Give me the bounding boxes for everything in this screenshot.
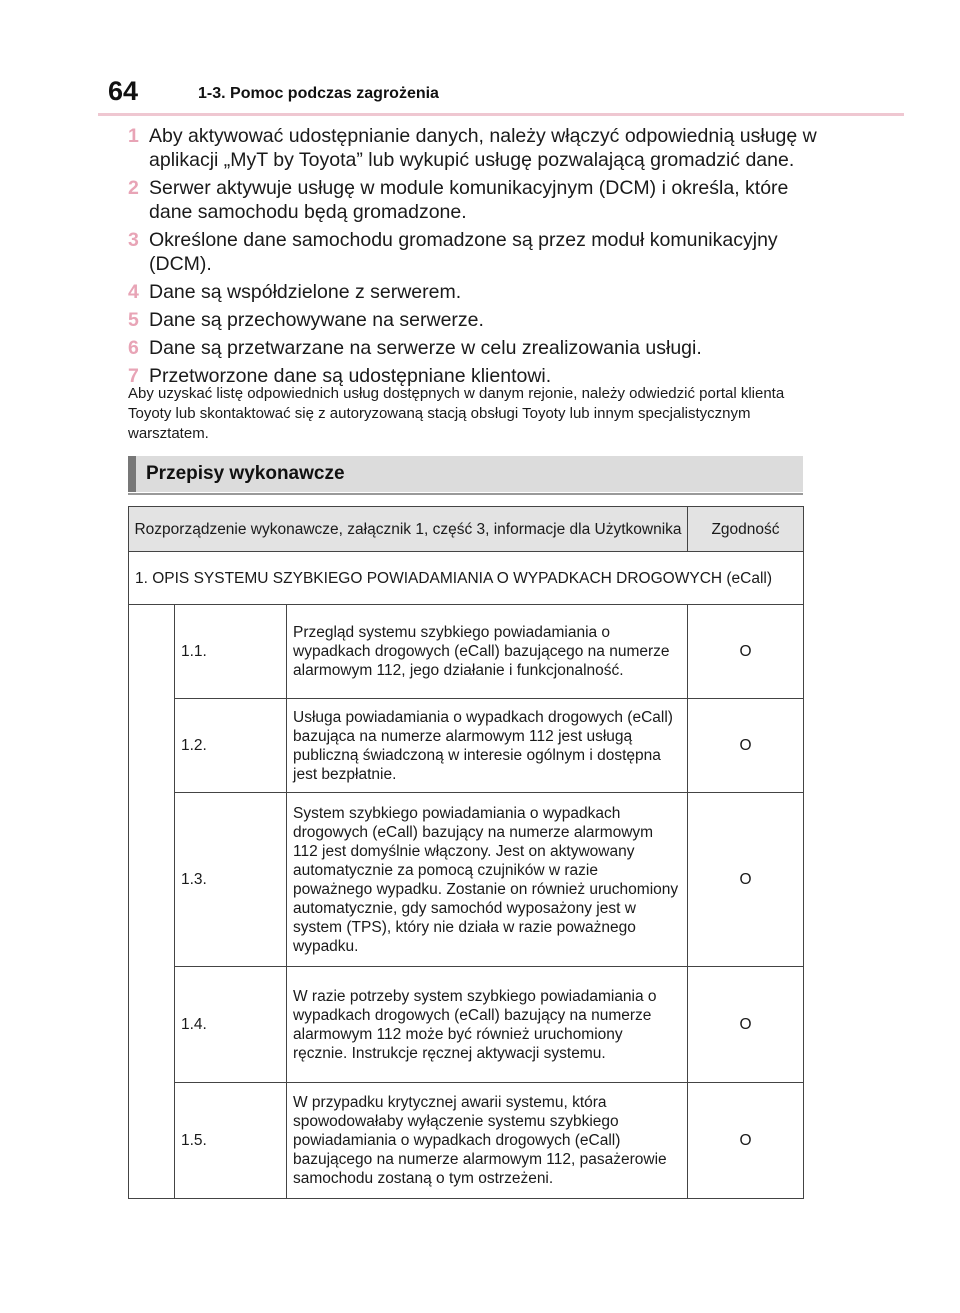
step-item (128, 280, 818, 304)
item-compliance: O (688, 699, 804, 793)
step-text: Dane są przechowywane na serwerze. (149, 309, 484, 331)
table-row (129, 793, 804, 967)
item-compliance: O (688, 793, 804, 967)
subsection-heading (128, 456, 803, 492)
item-number: 1.1. (175, 605, 287, 699)
section-title: 1-3. Pomoc podczas zagrożenia (198, 85, 439, 102)
step-number: 3 (128, 229, 139, 251)
item-compliance: O (688, 605, 804, 699)
item-number: 1.5. (175, 1083, 287, 1199)
table-header-row (129, 507, 804, 552)
step-number: 1 (128, 125, 139, 147)
note-paragraph: Aby uzyskać listę odpowiednich usług dostępnych w danym rejonie, należy odwiedzić portal klienta Toyoty lub skontaktować się z autoryzowaną stacją obsługi Toyoty lub innym specjalistycznym warsztatem. (128, 385, 785, 442)
step-text: Określone dane samochodu gromadzone są przez moduł komunikacyjny (DCM). (149, 229, 778, 275)
step-list (128, 124, 818, 388)
step-text: Dane są współdzielone z serwerem. (149, 281, 462, 303)
table-section-row (129, 552, 804, 605)
step-item (128, 308, 818, 332)
regulation-table (128, 506, 804, 1199)
item-description: Usługa powiadamiania o wypadkach drogowych (eCall) bazująca na numerze alarmowym 112 jest usługą publiczną świadczoną w interesie ogólnym i dostępna jest bezpłatnie. (287, 699, 688, 793)
indent-cell (129, 605, 175, 1199)
item-number: 1.4. (175, 967, 287, 1083)
item-compliance: O (688, 1083, 804, 1199)
item-description: W razie potrzeby system szybkiego powiadamiania o wypadkach drogowych (eCall) bazujący na numerze alarmowym 112 może być również uruchomiony ręcznie. Instrukcje ręcznej aktywacji systemu. (287, 967, 688, 1083)
table-row (129, 605, 804, 699)
item-description: System szybkiego powiadamiania o wypadkach drogowych (eCall) bazujący na numerze alarmowym 112 jest domyślnie włączony. Jest on aktywowany automatycznie za pomocą czujników w razie poważnego wypadku. Zostanie on również uruchomiony automatycznie, gdy samochód wyposażony jest w system (TPS), który nie działa w razie poważnego wypadku. (287, 793, 688, 967)
step-number: 5 (128, 309, 139, 331)
step-text: Aby aktywować udostępnianie danych, należy włączyć odpowiednią usługę w aplikacji „MyT by Toyota” lub wykupić usługę pozwalającą gromadzić dane. (149, 125, 817, 171)
step-text: Przetworzone dane są udostępniane klientowi. (149, 365, 552, 387)
subsection-divider (128, 493, 803, 495)
step-item (128, 336, 818, 360)
table-row (129, 967, 804, 1083)
header-compliance: Zgodność (688, 507, 804, 552)
table-row (129, 1083, 804, 1199)
item-compliance: O (688, 967, 804, 1083)
section-label: 1. OPIS SYSTEMU SZYBKIEGO POWIADAMIANIA O WYPADKACH DROGOWYCH (eCall) (129, 552, 804, 605)
step-item (128, 228, 818, 276)
step-number: 2 (128, 177, 139, 199)
item-number: 1.2. (175, 699, 287, 793)
subsection-title: Przepisy wykonawcze (146, 463, 345, 484)
step-item (128, 124, 818, 172)
step-text: Serwer aktywuje usługę w module komunikacyjnym (DCM) i określa, które dane samochodu będą gromadzone. (149, 177, 789, 223)
step-number: 6 (128, 337, 139, 359)
step-item (128, 176, 818, 224)
page-number: 64 (108, 76, 139, 106)
step-number: 7 (128, 365, 139, 387)
item-description: W przypadku krytycznej awarii systemu, która spowodowałaby wyłączenie systemu szybkiego powiadamiania o wypadkach drogowych (eCall) bazującego na numerze alarmowym 112, pasażerowie samochodu zostaną o tym ostrzeżeni. (287, 1083, 688, 1199)
header-regulation: Rozporządzenie wykonawcze, załącznik 1, część 3, informacje dla Użytkownika (129, 507, 688, 552)
page-header (0, 0, 960, 118)
table-row (129, 699, 804, 793)
step-number: 4 (128, 281, 139, 303)
item-number: 1.3. (175, 793, 287, 967)
header-divider (98, 113, 904, 116)
step-text: Dane są przetwarzane na serwerze w celu zrealizowania usługi. (149, 337, 702, 359)
item-description: Przegląd systemu szybkiego powiadamiania o wypadkach drogowych (eCall) bazującego na numerze alarmowym 112, jego działanie i funkcjonalność. (287, 605, 688, 699)
